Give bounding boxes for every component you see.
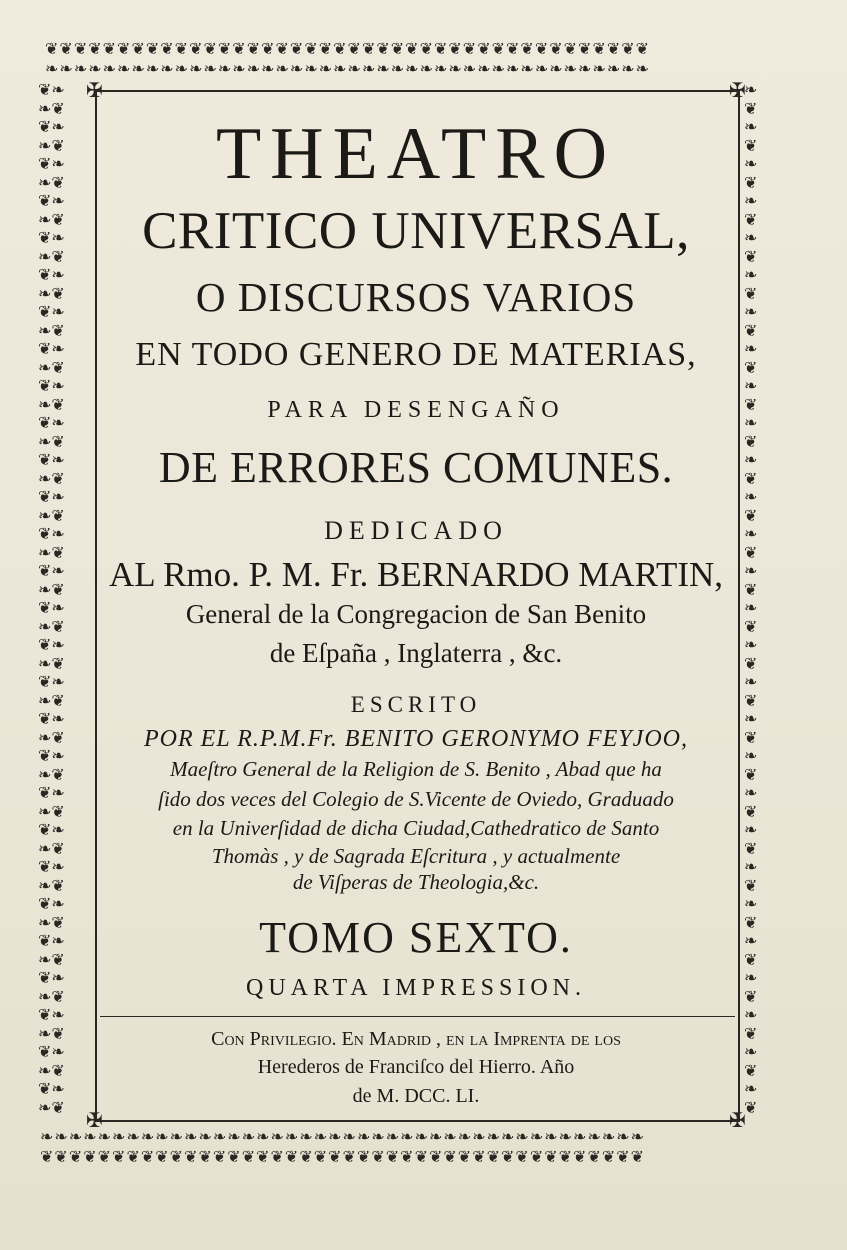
corner-cross-icon: ✠ xyxy=(86,1110,103,1132)
bottom-ornament-border xyxy=(40,1128,775,1176)
ornament-column: ❦❧ ❧❦ ❦❧ ❧❦ ❦❧ ❧❦ ❦❧ ❧❦ ❦❧ ❧❦ ❦❧ ❧❦ ❦❧ ❧❦ ❦❧ ❧❦ ❦❧ ❧❦ ❦❧ ❧❦ ❦❧ ❧❦ ❦❧ ❧❦ ❦❧ ❧❦ ❦❧ ❧❦ ❦❧ ❧❦ ❦❧ ❧❦ ❦❧ ❧❦ ❦❧ ❧❦ ❦❧ ❧❦ ❦❧ ❧❦ ❦❧ ❧❦ ❦❧ ❧❦ ❦❧ ❧❦ ❦❧ ❧❦ ❦❧ ❧❦ ❦❧ ❧❦ ❦❧ ❧❦ ❦❧ ❧❦ xyxy=(38,82,65,1117)
title-line-4: EN TODO GENERO DE MATERIAS, xyxy=(135,336,697,373)
author-heading: ESCRITO xyxy=(350,692,482,717)
imprint-rule xyxy=(100,1016,735,1017)
top-ornament-border xyxy=(45,40,775,82)
imprint-line: Con Privilegio. En Madrid , en la Imprenta de los xyxy=(211,1028,621,1050)
ornament-row: ❧❧❧❧❧❧❧❧❧❧❧❧❧❧❧❧❧❧❧❧❧❧❧❧❧❧❧❧❧❧❧❧❧❧❧❧❧❧❧❧❧❧ xyxy=(45,61,651,78)
imprint-line: Herederos de Franciſco del Hierro. Año xyxy=(257,1056,575,1078)
dedication-line: AL Rmo. P. M. Fr. BERNARDO MARTIN, xyxy=(108,555,724,594)
ornament-row: ❦❦❦❦❦❦❦❦❦❦❦❦❦❦❦❦❦❦❦❦❦❦❦❦❦❦❦❦❦❦❦❦❦❦❦❦❦❦❦❦❦❦ xyxy=(45,41,651,58)
imprint-line: de M. DCC. LI. xyxy=(352,1085,480,1107)
title-line-3: O DISCURSOS VARIOS xyxy=(195,274,637,320)
author-line: Thomàs , y de Sagrada Eſcritura , y actualmente xyxy=(211,844,621,868)
author-line: POR EL R.P.M.Fr. BENITO GERONYMO FEYJOO, xyxy=(144,726,688,752)
dedication-line: de Eſpaña , Inglaterra , &c. xyxy=(269,638,563,668)
ornament-row: ❦❦❦❦❦❦❦❦❦❦❦❦❦❦❦❦❦❦❦❦❦❦❦❦❦❦❦❦❦❦❦❦❦❦❦❦❦❦❦❦❦❦ xyxy=(40,1149,646,1166)
author-line: de Viſperas de Theologia,&c. xyxy=(292,870,540,894)
corner-cross-icon: ✠ xyxy=(729,80,746,102)
top-rule xyxy=(95,90,740,92)
author-line: ſido dos veces del Colegio de S.Vicente de Oviedo, Graduado xyxy=(158,787,674,811)
dedication-line: General de la Congregacion de San Benito xyxy=(185,599,647,629)
title-line-1: THEATRO xyxy=(215,113,617,195)
dedication-heading: DEDICADO xyxy=(324,516,508,545)
title-line-6: DE ERRORES COMUNES. xyxy=(158,443,674,492)
left-ornament-border xyxy=(38,82,88,1132)
title-line-5: PARA DESENGAÑO xyxy=(267,397,565,423)
right-ornament-border xyxy=(744,82,786,1132)
corner-cross-icon: ✠ xyxy=(729,1110,746,1132)
right-rule xyxy=(738,90,740,1122)
author-line: en la Univerſidad de dicha Ciudad,Cathedratico de Santo xyxy=(172,816,660,840)
corner-cross-icon: ✠ xyxy=(86,80,103,102)
bottom-rule xyxy=(95,1120,740,1122)
title-line-2: CRITICO UNIVERSAL, xyxy=(142,202,690,260)
ornament-column: ❧ ❦ ❧ ❦ ❧ ❦ ❧ ❦ ❧ ❦ ❧ ❦ ❧ ❦ ❧ ❦ ❧ ❦ ❧ ❦ ❧ ❦ ❧ ❦ ❧ ❦ ❧ ❦ ❧ ❦ ❧ ❦ ❧ ❦ ❧ ❦ ❧ ❦ ❧ ❦ ❧ ❦ ❧ ❦ ❧ ❦ ❧ ❦ ❧ ❦ ❧ ❦ ❧ ❦ ❧ ❦ xyxy=(744,82,758,1117)
ornament-row: ❧❧❧❧❧❧❧❧❧❧❧❧❧❧❧❧❧❧❧❧❧❧❧❧❧❧❧❧❧❧❧❧❧❧❧❧❧❧❧❧❧❧ xyxy=(40,1129,646,1146)
author-line: Maeſtro General de la Religion de S. Benito , Abad que ha xyxy=(170,757,662,781)
edition-line: QUARTA IMPRESSION. xyxy=(245,975,586,1001)
volume-title: TOMO SEXTO. xyxy=(259,913,573,962)
